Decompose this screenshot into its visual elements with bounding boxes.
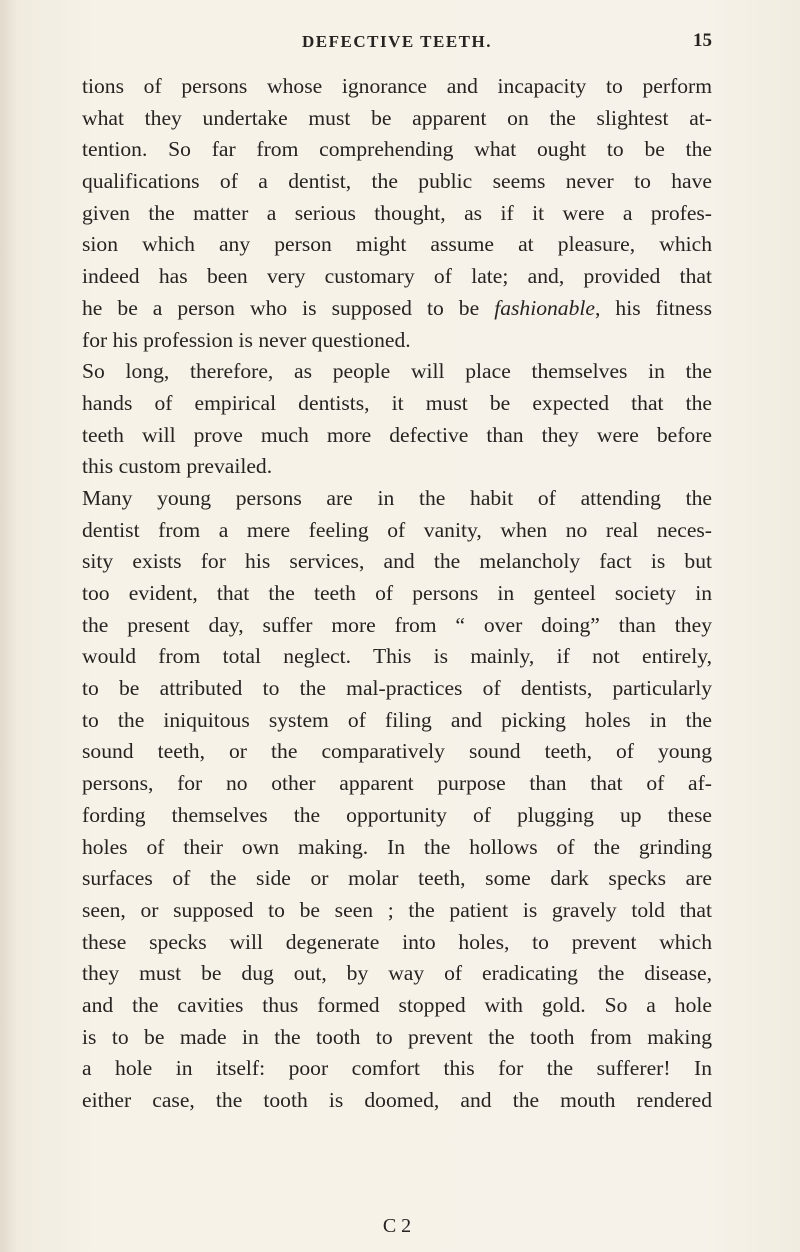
text-line: fording themselves the opportunity of plugging up these — [82, 802, 712, 827]
text-line: qualifications of a dentist, the public seems never to have — [82, 169, 712, 194]
text-line: sity exists for his services, and the melancholy fact is but — [82, 549, 712, 574]
text-line: seen, or supposed to be seen ; the patient is gravely told that — [82, 897, 712, 922]
text-line: this custom prevailed. — [82, 454, 273, 479]
text-line: either case, the tooth is doomed, and the mouth rendered — [82, 1088, 712, 1112]
text-line: So long, therefore, as people will place themselves in the — [82, 359, 712, 384]
text-line: they must be dug out, by way of eradicating the disease, — [82, 961, 712, 986]
page-gutter-shadow — [0, 0, 18, 1252]
page-header — [82, 30, 712, 56]
text-line: and the cavities thus formed stopped with gold. So a hole — [82, 992, 712, 1017]
text-line: would from total neglect. This is mainly, if not entirely, — [82, 644, 712, 669]
text-line: he be a person who is supposed to be fashionable, his fitness — [82, 295, 712, 320]
text-line: dentist from a mere feeling of vanity, when no real neces- — [82, 517, 712, 542]
running-head: DEFECTIVE TEETH. — [302, 32, 492, 51]
text-line: to be attributed to the mal-practices of dentists, particularly — [82, 676, 712, 701]
text-line: the present day, suffer more from “ over doing” than they — [82, 612, 712, 637]
text-line: is to be made in the tooth to prevent the tooth from making — [82, 1024, 712, 1049]
body-text — [82, 71, 712, 1117]
text-line: holes of their own making. In the hollows of the grinding — [82, 834, 712, 859]
text-line: sound teeth, or the comparatively sound teeth, of young — [82, 739, 712, 764]
signature-mark: C 2 — [382, 1215, 412, 1237]
text-line: Many young persons are in the habit of attending the — [82, 485, 712, 510]
text-line: sion which any person might assume at pleasure, which — [82, 232, 712, 257]
text-line: a hole in itself: poor comfort this for the sufferer! In — [82, 1056, 712, 1081]
text-line: too evident, that the teeth of persons in genteel society in — [82, 581, 712, 605]
page-number: 15 — [693, 30, 712, 51]
text-line: tention. So far from comprehending what ought to be the — [82, 137, 712, 162]
text-line: surfaces of the side or molar teeth, some dark specks are — [82, 866, 712, 891]
text-line: teeth will prove much more defective than they were before — [82, 422, 712, 447]
text-line: these specks will degenerate into holes, to prevent which — [82, 929, 712, 954]
text-line: for his profession is never questioned. — [82, 327, 411, 352]
text-line: tions of persons whose ignorance and incapacity to perform — [82, 74, 712, 98]
emphasized-word: fashionable — [494, 295, 595, 320]
text-line: persons, for no other apparent purpose than that of af- — [82, 771, 712, 796]
text-line: what they undertake must be apparent on the slightest at- — [82, 105, 712, 130]
text-line: given the matter a serious thought, as if it were a profes- — [82, 200, 712, 225]
text-line: indeed has been very customary of late; and, provided that — [82, 264, 712, 289]
text-line: hands of empirical dentists, it must be expected that the — [82, 390, 712, 415]
text-line: to the iniquitous system of filing and picking holes in the — [82, 707, 712, 732]
